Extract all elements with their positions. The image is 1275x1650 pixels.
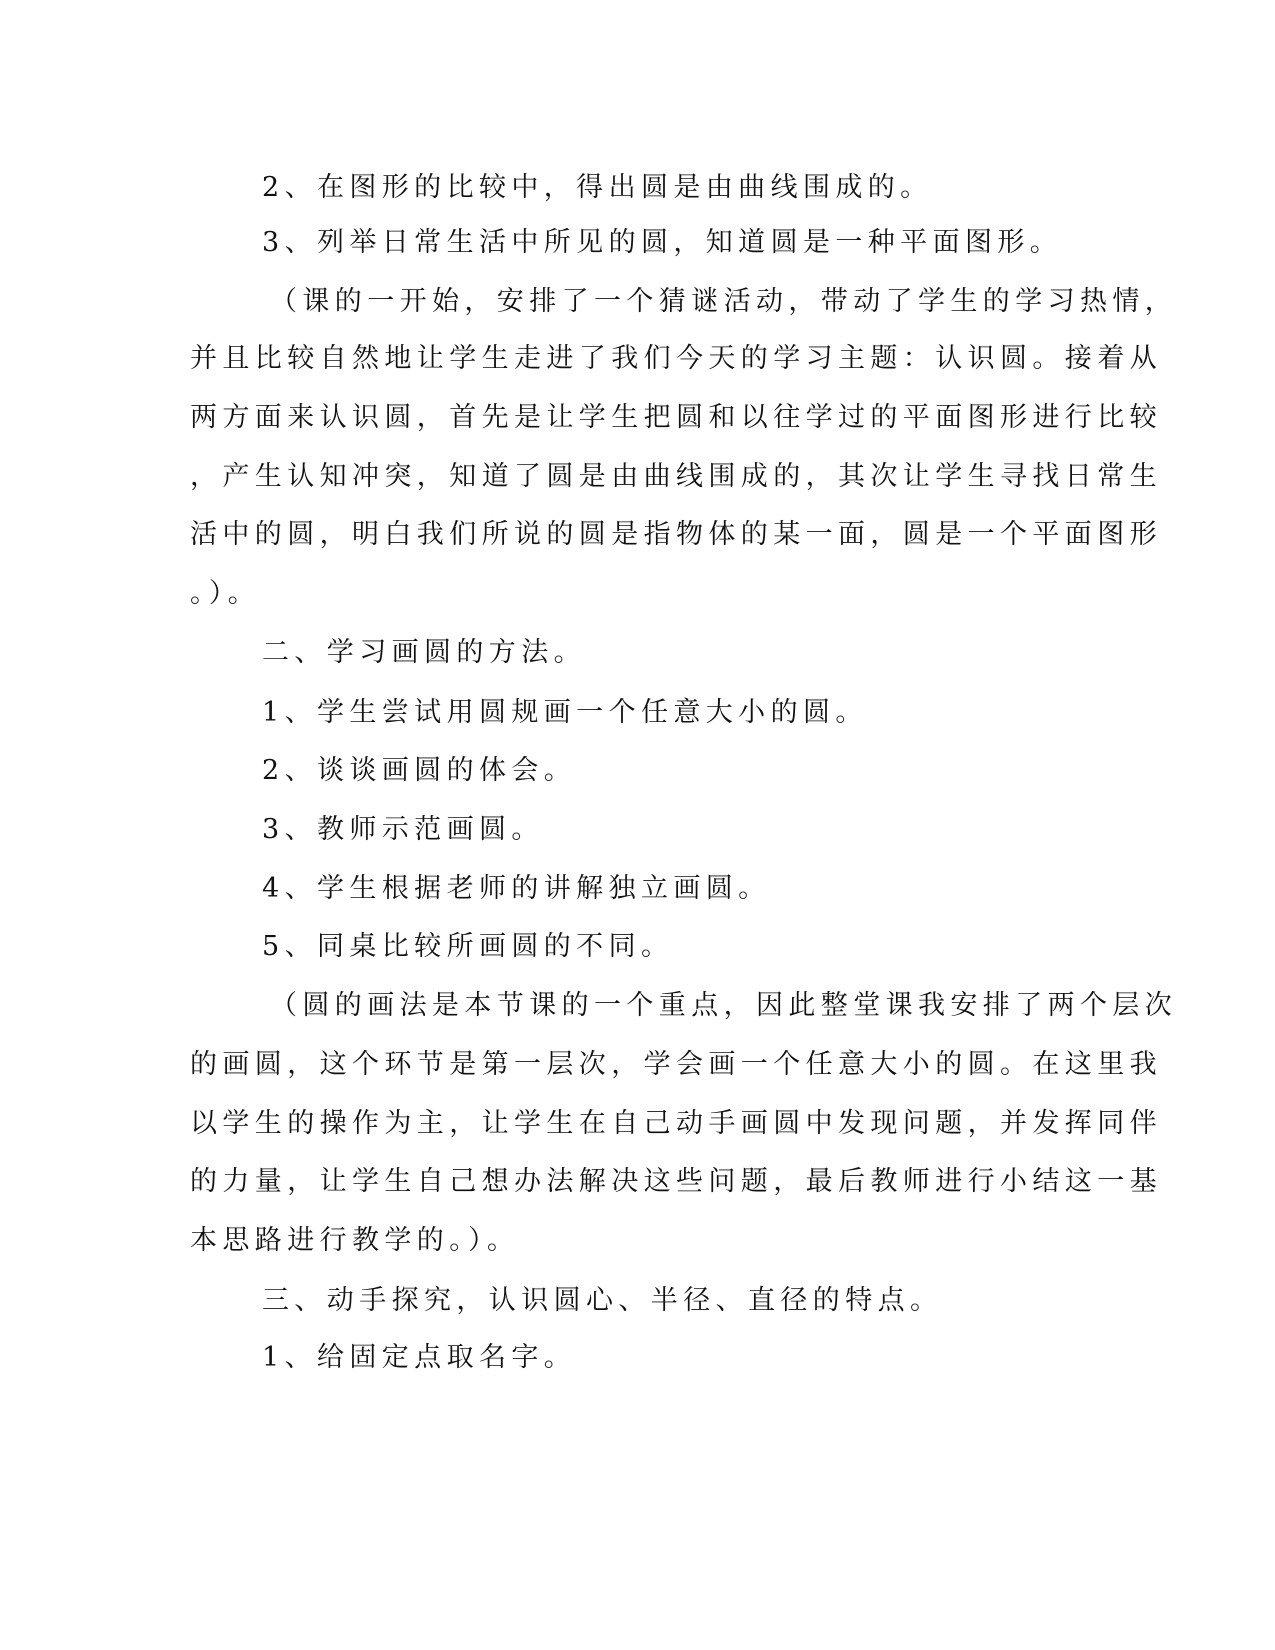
section-heading: 三、动手探究，认识圆心、半径、直径的特点。 bbox=[262, 1285, 943, 1316]
list-item: 5、同桌比较所画圆的不同。 bbox=[262, 931, 674, 962]
list-item: 4、学生根据老师的讲解独立画圆。 bbox=[262, 873, 771, 904]
list-item: 2、在图形的比较中，得出圆是由曲线围成的。 bbox=[262, 172, 933, 203]
section-heading: 二、学习画圆的方法。 bbox=[262, 637, 586, 668]
paragraph-line: 。）。 bbox=[190, 578, 261, 609]
paragraph-line: 两方面来认识圆，首先是让学生把圆和以往学过的平面图形进行比较 bbox=[190, 402, 1162, 433]
list-item: 1、给固定点取名字。 bbox=[262, 1342, 577, 1373]
list-item: 3、教师示范画圆。 bbox=[262, 814, 544, 845]
paragraph-line: 的力量，让学生自己想办法解决这些问题，最后教师进行小结这一基 bbox=[190, 1166, 1162, 1197]
paragraph-line: （课的一开始，安排了一个猜谜活动，带动了学生的学习热情， bbox=[270, 286, 1178, 317]
list-item: 3、列举日常生活中所见的圆，知道圆是一种平面图形。 bbox=[262, 227, 1063, 258]
paragraph-line: 活中的圆，明白我们所说的圆是指物体的某一面，圆是一个平面图形 bbox=[190, 519, 1162, 550]
list-item: 2、谈谈画圆的体会。 bbox=[262, 755, 577, 786]
paragraph-line: 的画圆，这个环节是第一层次，学会画一个任意大小的圆。在这里我 bbox=[190, 1049, 1162, 1080]
paragraph-line: 本思路进行教学的。）。 bbox=[190, 1225, 520, 1256]
list-item: 1、学生尝试用圆规画一个任意大小的圆。 bbox=[262, 697, 868, 728]
paragraph-line: 并且比较自然地让学生走进了我们今天的学习主题：认识圆。接着从 bbox=[190, 343, 1162, 374]
paragraph-line: 以学生的操作为主，让学生在自己动手画圆中发现问题，并发挥同伴 bbox=[190, 1108, 1162, 1139]
paragraph-line: ，产生认知冲突，知道了圆是由曲线围成的，其次让学生寻找日常生 bbox=[190, 461, 1162, 492]
paragraph-line: （圆的画法是本节课的一个重点，因此整堂课我安排了两个层次 bbox=[270, 990, 1178, 1021]
